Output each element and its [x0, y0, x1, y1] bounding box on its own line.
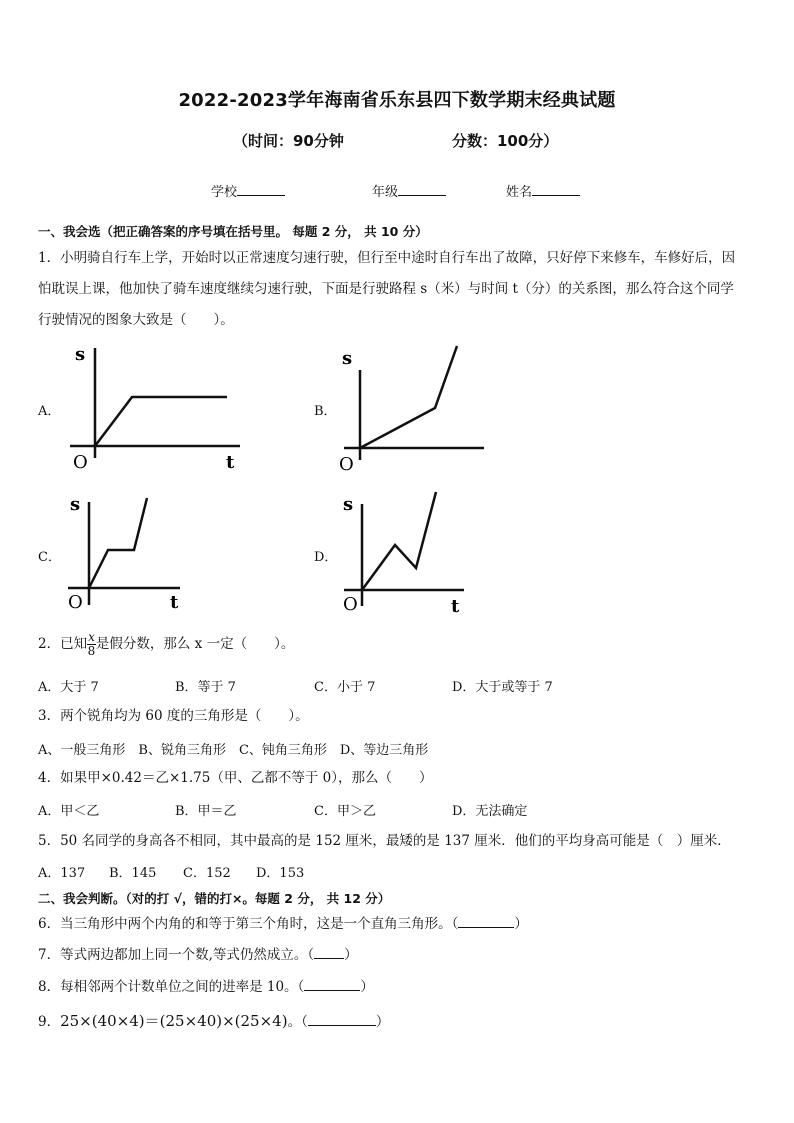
page-title: 2022-2023学年海南省乐东县四下数学期末经典试题: [178, 90, 616, 111]
graph-a-line: [95, 397, 227, 446]
q4-option-d[interactable]: D．无法确定: [452, 804, 528, 819]
q5-option-a[interactable]: A．137: [38, 866, 86, 881]
graph-c: [62, 490, 202, 624]
q5-option-b[interactable]: B．145: [109, 866, 157, 881]
q9-end: ）: [375, 1014, 390, 1030]
q1-option-c[interactable]: C．: [38, 550, 61, 565]
q8-answer-blank[interactable]: [304, 978, 360, 991]
q9-answer-blank[interactable]: [308, 1013, 376, 1026]
graph-c-line: [89, 498, 147, 588]
graph-d-line: [362, 492, 436, 590]
question-4: 4．如果甲×0.42＝乙×1.75（甲、乙都不等于 0），那么（ ）: [38, 770, 433, 786]
question-3: 3．两个锐角均为 60 度的三角形是（ ）。: [38, 708, 309, 724]
name-blank[interactable]: [532, 183, 580, 196]
question-5: 5．50 名同学的身高各不相同，其中最高的是 152 厘米，最矮的是 137 厘米．他们的平均身高可能是（ ）厘米．: [38, 833, 731, 849]
x-label: t: [451, 596, 460, 617]
q6-end: ）: [514, 916, 528, 932]
q1-option-a[interactable]: A．: [38, 404, 61, 419]
graph-b: [336, 340, 496, 484]
x-label: t: [226, 452, 235, 473]
q7-end: ）: [344, 947, 358, 963]
question-7: [38, 945, 358, 965]
origin-label: O: [73, 452, 88, 473]
y-label: s: [342, 348, 353, 369]
section2-heading: 二、我会判断。（对的打 √，错的打×。每题 2 分， 共 12 分）: [38, 891, 391, 906]
exam-time: （时间：90分钟: [233, 132, 344, 150]
q4-option-b[interactable]: B．甲＝乙: [175, 804, 237, 819]
name-label: 姓名: [506, 185, 533, 200]
q6-text: 6．当三角形中两个内角的和等于第三个角时，这是一个直角三角形。（: [38, 916, 459, 932]
graph-b-line: [360, 346, 457, 448]
fraction-denominator: 8: [87, 644, 96, 658]
q1-line2: 怕耽误上课，他加快了骑车速度继续匀速行驶，下面是行驶路程 s（米）与时间 t（分）的关系图，那么符合这个同学: [38, 281, 734, 297]
y-label: s: [343, 494, 354, 515]
grade-blank[interactable]: [398, 183, 446, 196]
q3-options[interactable]: A、一般三角形 B、锐角三角形 C、钝角三角形 D、等边三角形: [38, 743, 429, 758]
graph-d: [336, 488, 476, 622]
q9-expression: 25×(40×4)＝(25×40)×(25×4): [60, 1012, 288, 1030]
q1-option-d[interactable]: D．: [314, 550, 338, 565]
school-field[interactable]: [211, 181, 285, 200]
name-field[interactable]: [506, 181, 580, 200]
question-2: [38, 631, 294, 658]
q5-option-c[interactable]: C．152: [183, 866, 231, 881]
q2-option-d[interactable]: D．大于或等于 7: [452, 680, 553, 695]
q1-option-b[interactable]: B．: [314, 404, 337, 419]
q1-line1: 1．小明骑自行车上学，开始时以正常速度匀速行驶，但行至中途时自行车出了故障，只好停下来修车，车修好后，因: [38, 250, 736, 266]
q7-answer-blank[interactable]: [314, 946, 344, 959]
q6-answer-blank[interactable]: [458, 915, 514, 928]
origin-label: O: [343, 594, 358, 615]
q1-line3: 行驶情况的图象大致是（ ）。: [38, 312, 234, 328]
school-blank[interactable]: [237, 183, 285, 196]
origin-label: O: [339, 454, 354, 475]
x-label: t: [170, 592, 179, 613]
q7-text: 7．等式两边都加上同一个数,等式仍然成立。（: [38, 947, 315, 963]
y-label: s: [70, 494, 81, 515]
q2-option-a[interactable]: A．大于 7: [38, 680, 99, 695]
q8-text: 8．每相邻两个计数单位之间的进率是 10。（: [38, 979, 305, 995]
fraction-numerator: x: [88, 630, 95, 644]
origin-label: O: [68, 592, 83, 613]
graph-a: [62, 338, 252, 482]
q9-suffix: 。（: [287, 1014, 308, 1030]
q2-option-b[interactable]: B．等于 7: [175, 680, 236, 695]
q8-end: ）: [360, 979, 374, 995]
exam-score: 分数：100分）: [452, 132, 559, 150]
section1-heading: 一、我会选（把正确答案的序号填在括号里。 每题 2 分， 共 10 分）: [38, 224, 428, 239]
q4-option-c[interactable]: C．甲＞乙: [314, 804, 376, 819]
q2-option-c[interactable]: C．小于 7: [314, 680, 376, 695]
fraction-x-over-8: [87, 631, 96, 658]
q2-suffix: 是假分数，那么 x 一定（ ）。: [95, 636, 295, 652]
grade-label: 年级: [372, 185, 399, 200]
question-8: [38, 977, 374, 997]
q2-prefix: 2．已知: [38, 636, 88, 652]
school-label: 学校: [211, 185, 238, 200]
q9-prefix: 9．: [38, 1014, 61, 1030]
y-label: s: [75, 344, 86, 365]
grade-field[interactable]: [372, 181, 446, 200]
q5-option-d[interactable]: D．153: [256, 866, 305, 881]
question-6: [38, 914, 528, 934]
question-9: [38, 1011, 389, 1032]
q4-option-a[interactable]: A．甲＜乙: [38, 804, 100, 819]
